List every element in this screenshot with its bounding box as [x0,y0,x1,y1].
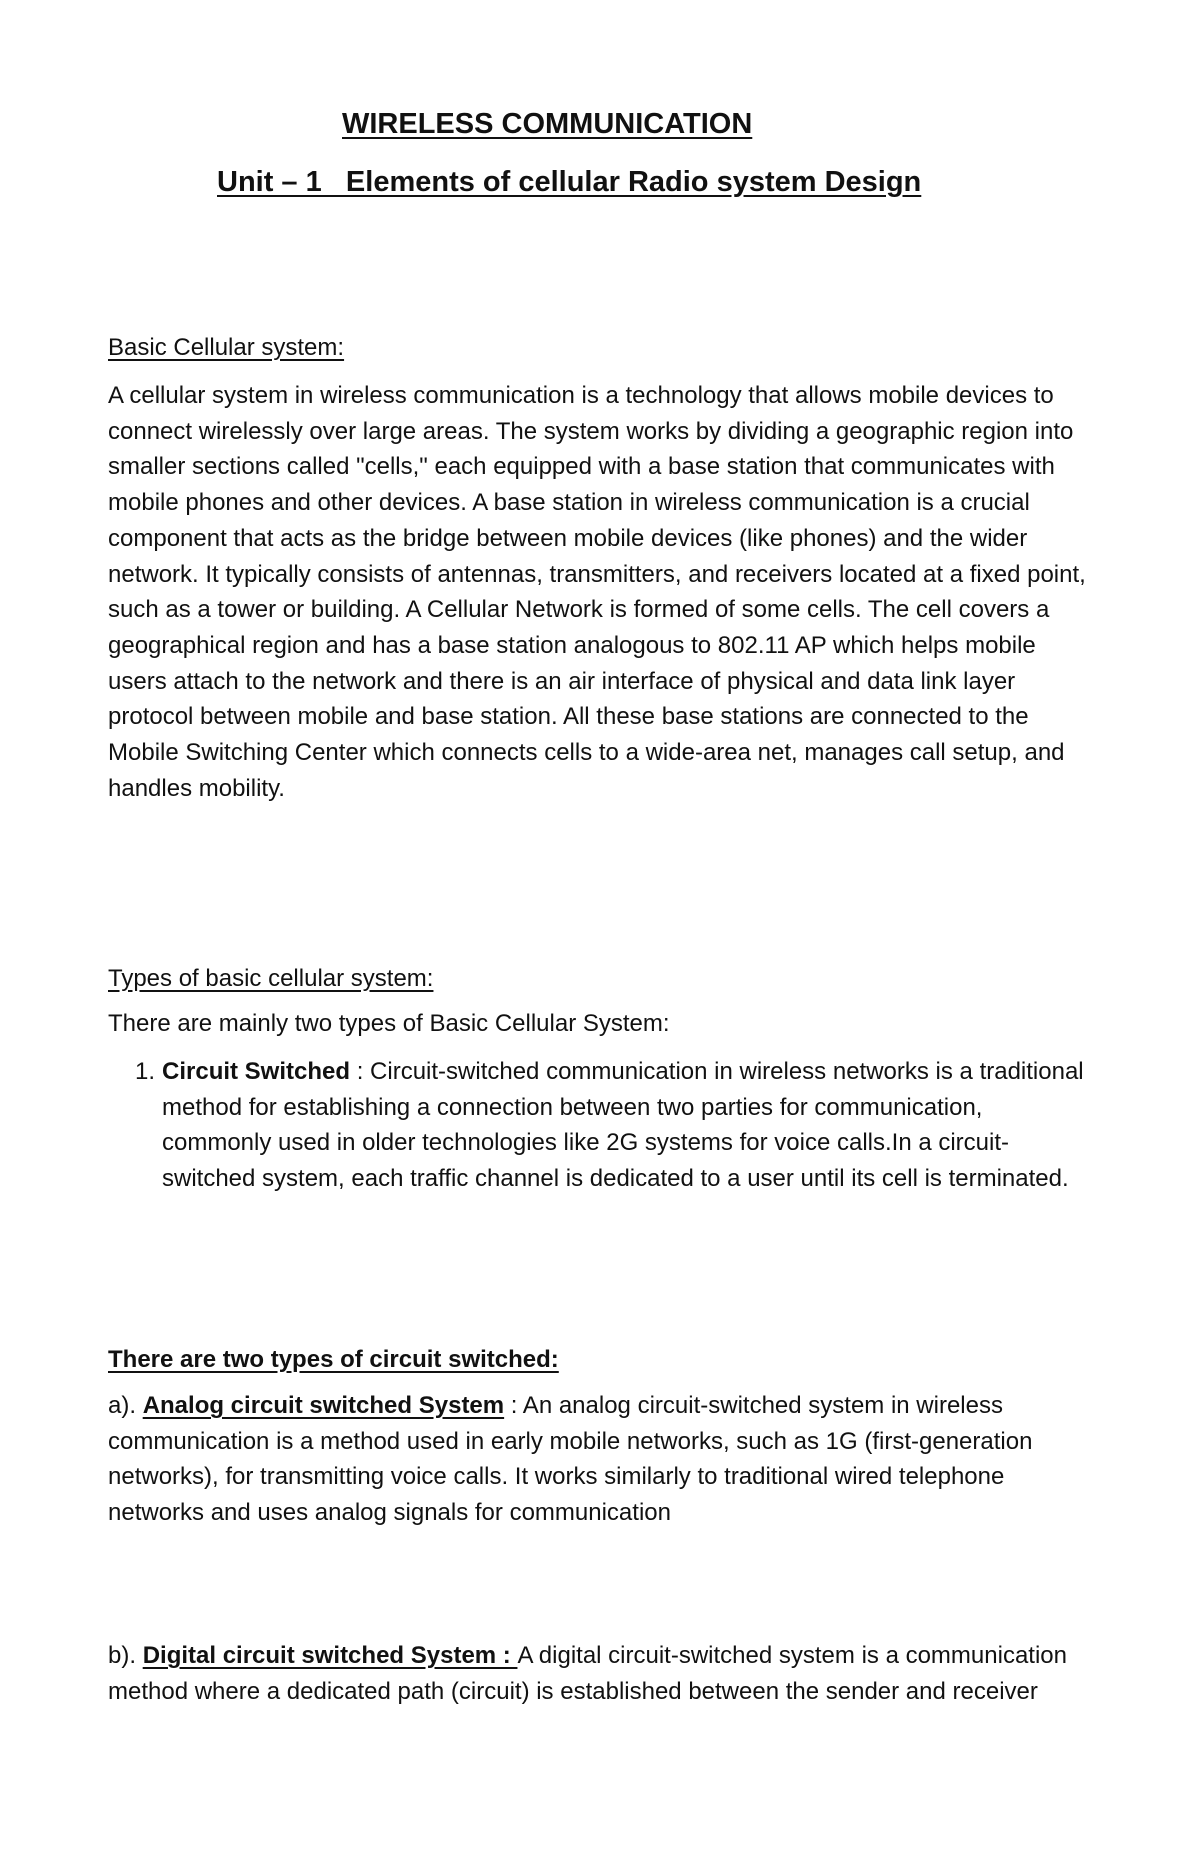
paragraph-types-intro: There are mainly two types of Basic Cellular System: [108,1010,670,1037]
paragraph-basic-cellular: A cellular system in wireless communication is a technology that allows mobile devices to connect wirelessly over large areas. The system works by dividing a geographic region into smaller sections called "cells," each equipped with a base station that communicates with mobile phones and other devices. A base station in wireless communication is a crucial component that acts as the bridge between mobile devices (like phones) and the wider network. It typically consists of antennas, transmitters, and receivers located at a fixed point, such as a tower or building. A Cellular Network is formed of some cells. The cell covers a geographical region and has a base station analogous to 802.11 AP which helps mobile users attach to the network and there is an air interface of physical and data link layer protocol between mobile and base station. All these base stations are connected to the Mobile Switching Center which connects cells to a wide-area net, manages call setup, and handles mobility. [108,382,1086,802]
document-title: WIRELESS COMMUNICATION [342,108,753,140]
list-item-term: Circuit Switched [162,1058,351,1085]
list-item-body [162,1054,1085,1197]
analog-prefix: a). [108,1392,143,1419]
analog-text: : An analog circuit-switched system in wireless communication is a method used in early mobile networks, such as 1G (first-generation networks), for transmitting voice calls. It works similarly to traditional wired telephone networks and uses analog signals for communication [108,1392,1033,1527]
digital-term: Digital circuit switched System : [142,1642,518,1669]
paragraph-analog-circuit [108,1388,1088,1531]
section-heading-types: Types of basic cellular system: [108,965,434,992]
paragraph-digital-circuit [108,1638,1088,1709]
list-item-text: : Circuit-switched communication in wireless networks is a traditional method for establishing a connection between two parties for communication, commonly used in older technologies like 2G systems for voice calls.In a circuit-switched system, each traffic channel is dedicated to a user until its cell is terminated. [162,1058,1084,1193]
digital-text: A digital circuit-switched system is a communication method where a dedicated path (circuit) is established between the sender and receiver [108,1642,1067,1705]
document-subtitle: Unit – 1 Elements of cellular Radio system Design [217,166,922,198]
section-heading-circuit-types: There are two types of circuit switched: [108,1346,559,1373]
list-item-number: 1. [135,1058,156,1085]
digital-prefix: b). [108,1642,143,1669]
section-heading-basic-cellular: Basic Cellular system: [108,334,345,361]
list-item-circuit-switched [135,1054,1085,1197]
analog-term: Analog circuit switched System [142,1392,505,1419]
